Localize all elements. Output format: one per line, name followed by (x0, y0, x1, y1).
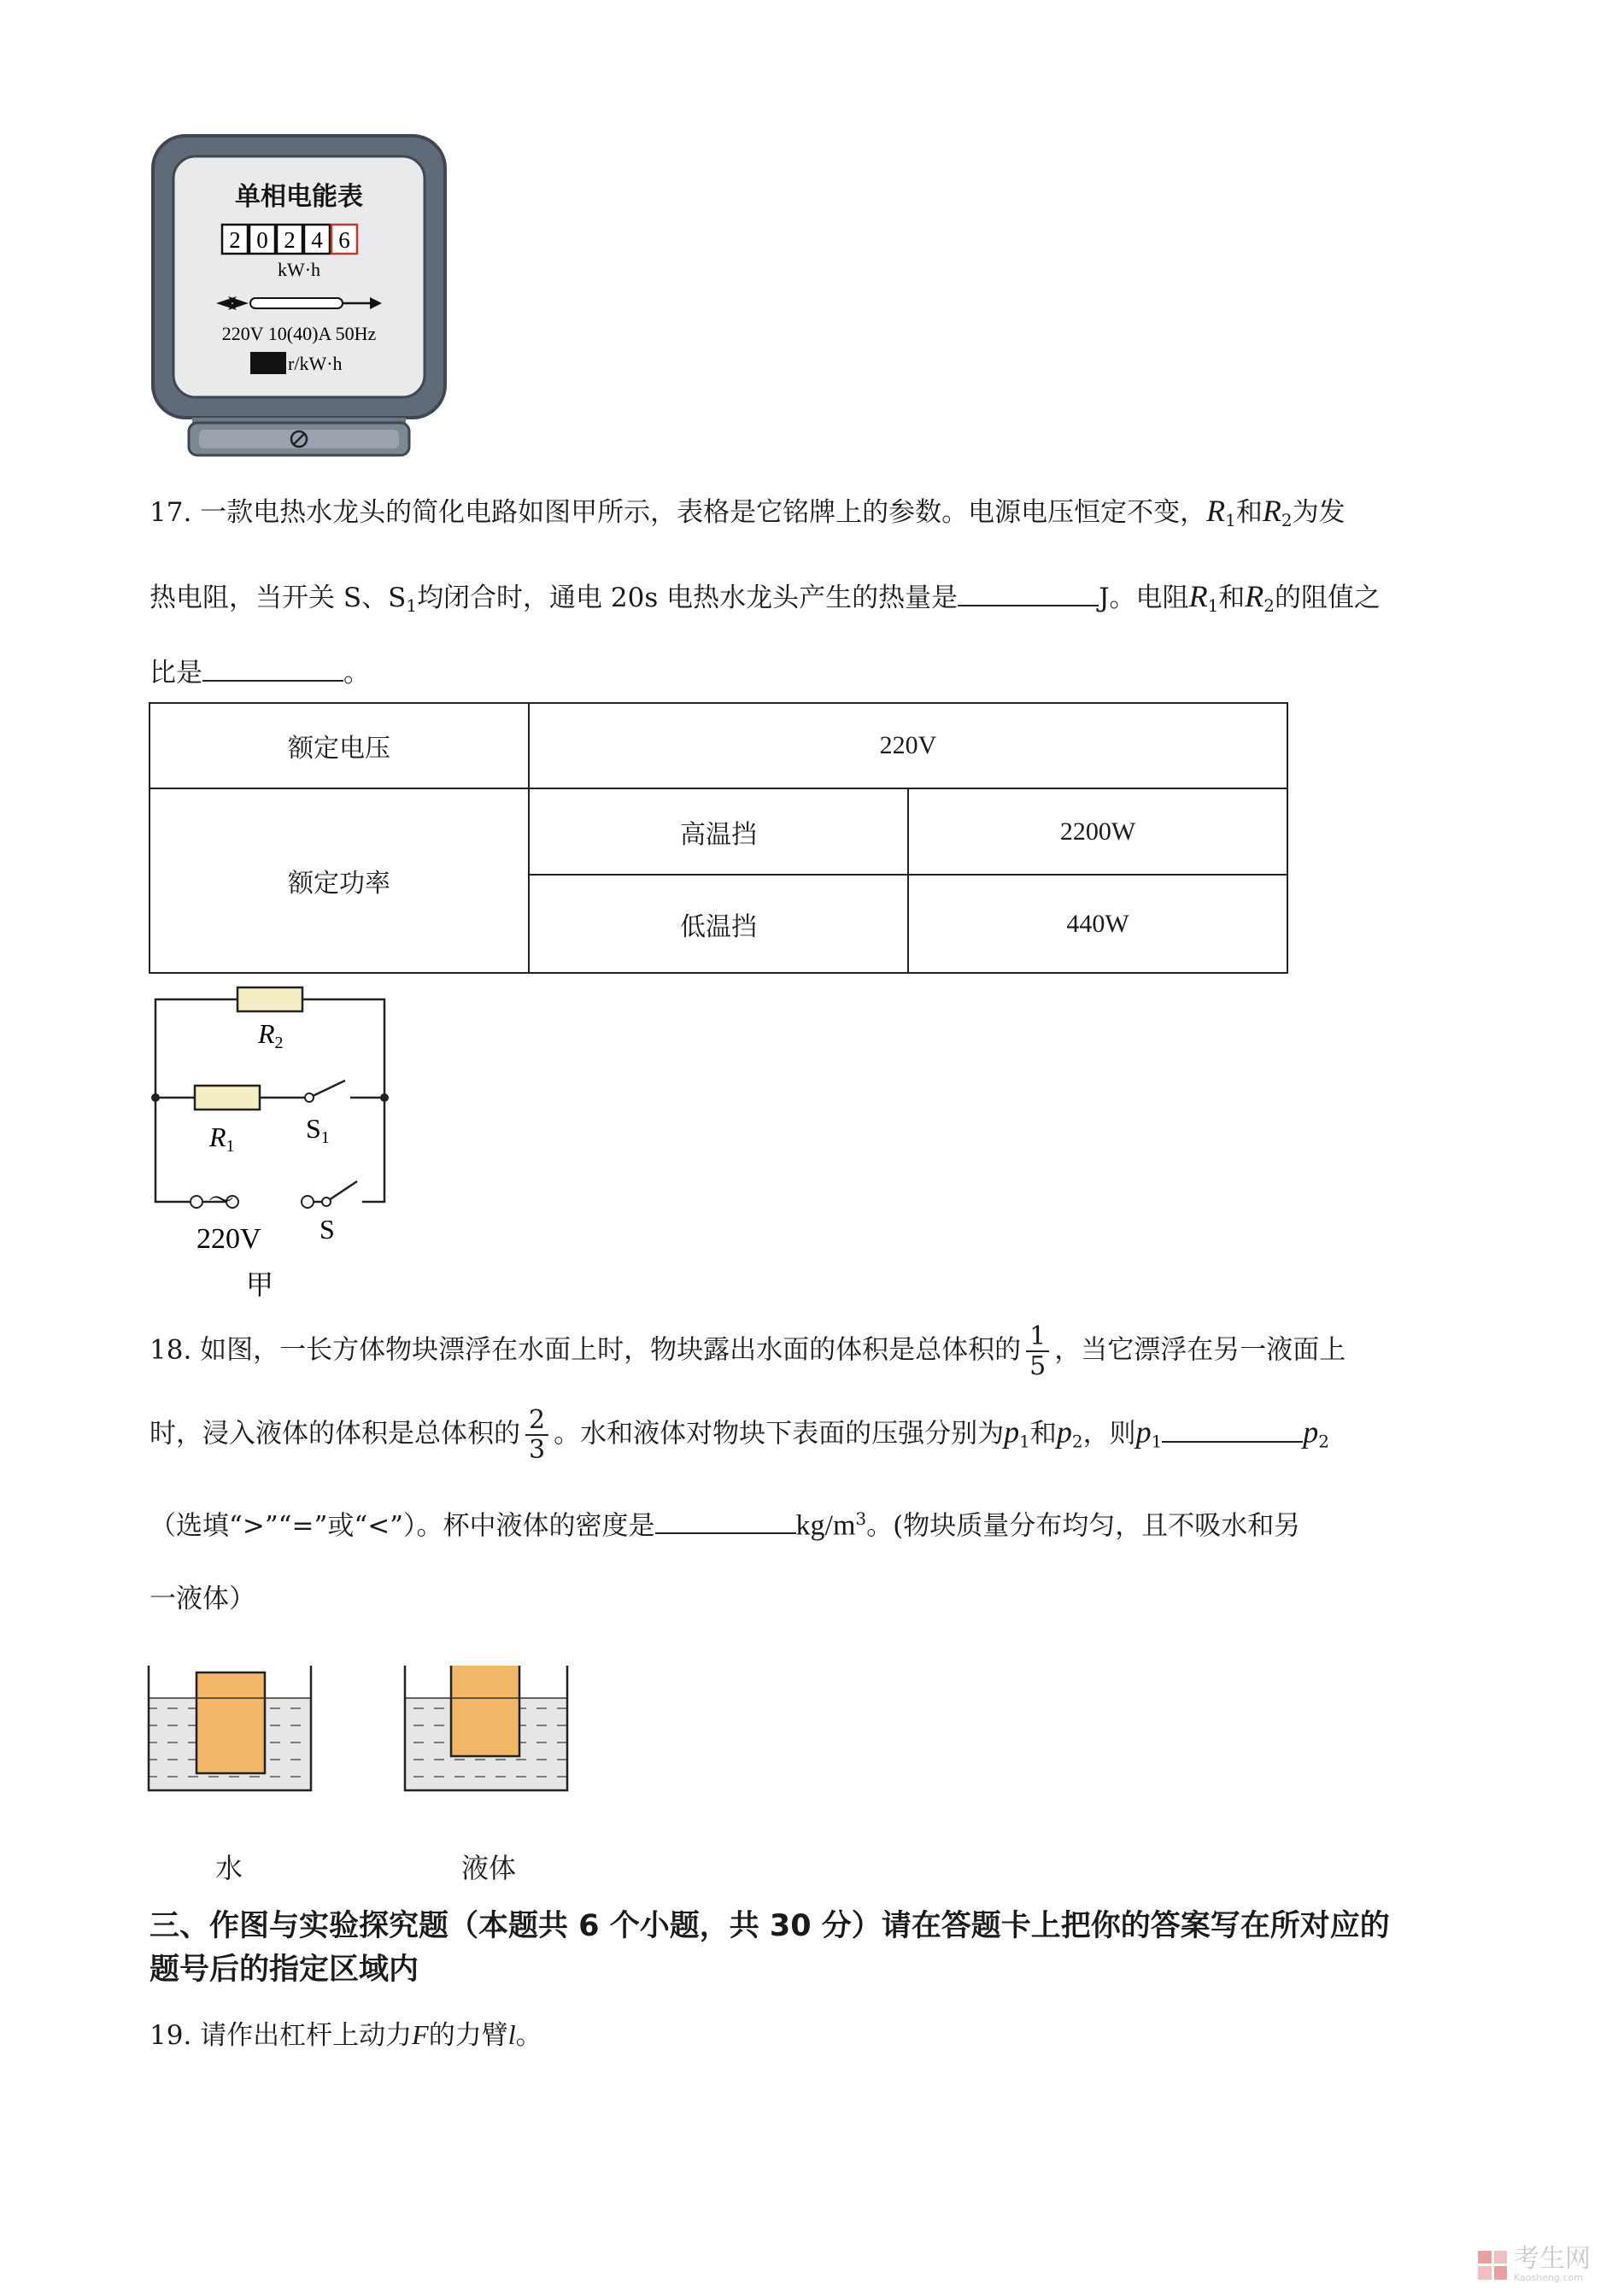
subscript: 2 (1281, 510, 1293, 530)
resistor-r2 (237, 987, 302, 1011)
watermark-text: 考生网 (1514, 2244, 1591, 2274)
q19-text: 19. 请作出杠杆上动力 (150, 2020, 413, 2051)
q17-text: 为发 (1292, 497, 1346, 528)
switch-s1-contact (305, 1093, 314, 1102)
low-gear-label: 低温挡 (529, 875, 908, 973)
meter-rev-unit: r/kW·h (288, 353, 343, 374)
subscript: 1 (1151, 1431, 1163, 1452)
water-beaker (149, 1666, 311, 1790)
label-ac-tilde: ～ (208, 1186, 234, 1215)
meter-unit: kW·h (277, 259, 321, 280)
meter-digits (222, 225, 357, 254)
section-heading-line: 三、作图与实验探究题（本题共 6 个小题，共 30 分）请在答题卡上把你的答案写在所对应的 (150, 1909, 1390, 1943)
q18-text: 时，浸入液体的体积是总体积的 (150, 1418, 520, 1450)
q18-text: 18. 如图，一长方体物块漂浮在水面上时，物块露出水面的体积是总体积的 (150, 1334, 1022, 1366)
q19-text: 的力臂 (428, 2020, 508, 2051)
label-source-voltage: 220V (196, 1223, 261, 1255)
circuit-diagram (145, 978, 402, 1311)
nameplate-table (149, 702, 1288, 974)
meter-redacted-block (250, 352, 286, 374)
q18-text: ，当它漂浮在另一液面上 (1054, 1334, 1346, 1366)
resistor-r1 (195, 1086, 260, 1110)
pressure-symbol: p (1303, 1414, 1319, 1450)
fraction-one-fifth: $\frac{1}{5}$ (1026, 1322, 1049, 1380)
label-s1: S1 (306, 1113, 330, 1147)
q18-text: ，则 (1082, 1418, 1136, 1450)
subscript: 1 (1207, 595, 1219, 616)
pressure-symbol: p (1135, 1414, 1152, 1450)
rated-power-label: 额定功率 (150, 788, 529, 973)
unit-superscript: 3 (855, 1508, 867, 1529)
fraction-two-thirds: $\frac{2}{3}$ (525, 1406, 548, 1464)
meter-digit: 4 (311, 227, 323, 253)
subscript: 2 (1318, 1431, 1330, 1452)
label-s: S (320, 1214, 335, 1245)
caption-water: 水 (215, 1852, 243, 1884)
pressure-symbol: p (1004, 1414, 1020, 1450)
pressure-symbol: p (1056, 1414, 1072, 1450)
q18-text: 和 (1029, 1418, 1057, 1450)
meter-digit: 0 (256, 227, 268, 253)
subscript: 1 (406, 595, 418, 616)
answer-blank[interactable] (958, 583, 1099, 606)
q17-line2 (150, 581, 1381, 614)
rated-voltage-value: 220V (529, 703, 1287, 788)
terminal (191, 1196, 202, 1208)
high-gear-value: 2200W (908, 788, 1287, 875)
subscript: 1 (1225, 510, 1236, 530)
q18-line1 (150, 1322, 1346, 1380)
q17-text: 均闭合时，通电 20s 电热水龙头产生的热量是 (417, 583, 959, 613)
q17-line1 (150, 495, 1346, 529)
q19-text: 。 (515, 2020, 542, 2051)
meter-digit: 2 (229, 227, 241, 253)
switch-s-contact (322, 1198, 331, 1206)
q17-text: 和 (1235, 497, 1263, 528)
q17-line3 (150, 658, 370, 687)
q17-text: 。 (343, 658, 370, 688)
r-symbol: R (1188, 579, 1208, 613)
q17-text: 热电阻，当开关 S、S (150, 583, 407, 613)
r-symbol: R (1206, 494, 1226, 528)
meter-title: 单相电能表 (235, 182, 363, 212)
q17-text: 和 (1218, 583, 1246, 613)
answer-blank[interactable] (655, 1510, 796, 1534)
liquid-beaker (405, 1666, 567, 1790)
watermark-logo-icon (1478, 2251, 1507, 2280)
force-symbol: F (412, 2019, 429, 2050)
high-gear-label: 高温挡 (529, 788, 908, 875)
q19-line (150, 2021, 542, 2049)
q17-text: 17. 一款电热水龙头的简化电路如图甲所示，表格是它铭牌上的参数。电源电压恒定不变， (150, 497, 1207, 528)
q18-line4 (150, 1586, 255, 1613)
floating-block-figure (145, 1666, 572, 1794)
r-symbol: R (1245, 579, 1264, 613)
r-symbol: R (1262, 494, 1281, 528)
arm-symbol: l (507, 2019, 516, 2050)
junction-dot (380, 1093, 389, 1102)
q18-text: 。水和液体对物块下表面的压强分别为 (554, 1418, 1005, 1450)
q18-text: 。(物块质量分布均匀，且不吸水和另 (866, 1510, 1301, 1542)
terminal (302, 1196, 314, 1208)
subscript: 2 (1071, 1431, 1083, 1452)
q18-text: 一液体） (150, 1584, 255, 1614)
q18-line3 (150, 1510, 1300, 1540)
density-unit: kg/m (795, 1509, 856, 1542)
watermark (1478, 2246, 1591, 2283)
q17-text: 比是 (150, 658, 202, 688)
answer-blank[interactable] (202, 658, 343, 682)
q18-line2 (150, 1406, 1329, 1464)
q17-text: 的阻值之 (1275, 583, 1381, 613)
subscript: 1 (1019, 1431, 1030, 1452)
caption-liquid: 液体 (461, 1852, 517, 1884)
q17-text: J。电阻 (1099, 583, 1189, 613)
rated-voltage-label: 额定电压 (150, 703, 529, 788)
subscript: 2 (1263, 595, 1275, 616)
electric-meter-figure (150, 132, 449, 461)
label-r2: R2 (258, 1018, 284, 1052)
low-gear-value: 440W (908, 875, 1287, 973)
meter-spec: 220V 10(40)A 50Hz (221, 323, 377, 344)
label-r1: R1 (209, 1122, 235, 1156)
watermark-sub: Kaosheng.com (1514, 2272, 1583, 2283)
section-heading-line: 题号后的指定区域内 (150, 1952, 419, 1987)
figure-caption-jia: 甲 (246, 1268, 274, 1301)
meter-digit: 6 (338, 227, 350, 253)
junction-dot (151, 1093, 160, 1102)
q18-text: （选填“>”“=”或“<”）。杯中液体的密度是 (150, 1510, 655, 1542)
meter-digit: 2 (284, 227, 296, 253)
answer-blank[interactable] (1162, 1419, 1303, 1443)
section-heading (150, 1905, 1390, 1992)
